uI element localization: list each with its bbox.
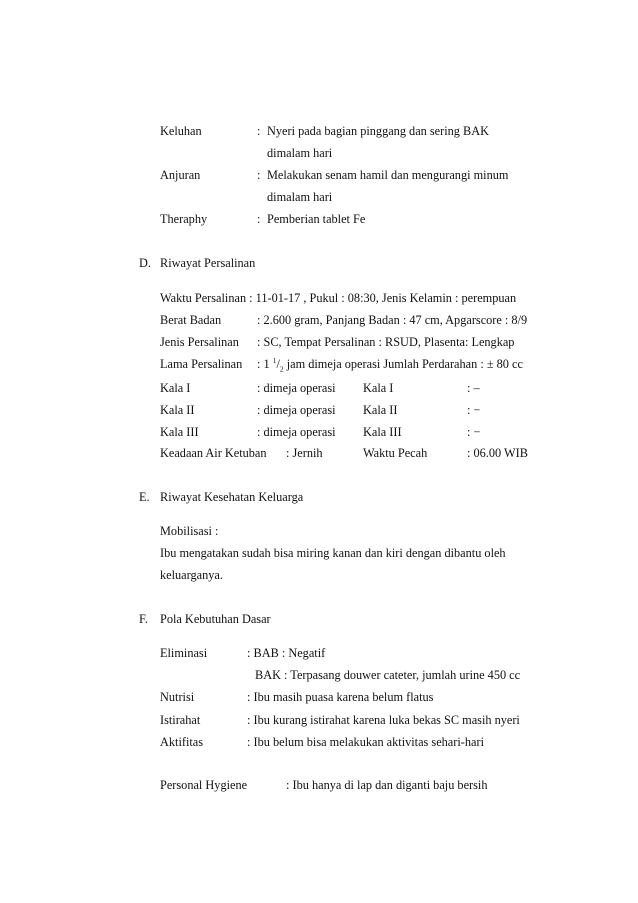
lama-persalinan-label: Lama Persalinan	[160, 357, 243, 371]
kala-2-value-2: : −	[467, 403, 481, 417]
keluhan-colon: :	[257, 124, 261, 138]
keadaan-air-ketuban-label: Keadaan Air Ketuban	[160, 446, 267, 460]
theraphy-label: Theraphy	[160, 212, 208, 226]
keluhan-value-line1: Nyeri pada bagian pinggang dan sering BAK	[267, 124, 489, 138]
section-d-title: Riwayat Persalinan	[160, 256, 256, 270]
anjuran-colon: :	[257, 168, 261, 182]
kala-2-label-2: Kala II	[363, 403, 398, 417]
kala-1-label: Kala I	[160, 381, 191, 395]
jenis-persalinan-value: : SC, Tempat Persalinan : RSUD, Plasenta: Lengkap	[257, 335, 515, 349]
anjuran-label: Anjuran	[160, 168, 201, 182]
nutrisi-value: : Ibu masih puasa karena belum flatus	[247, 690, 434, 704]
mobilisasi-line2: keluarganya.	[160, 568, 223, 582]
jenis-persalinan-label: Jenis Persalinan	[160, 335, 239, 349]
kala-3-label: Kala III	[160, 425, 199, 439]
theraphy-value: Pemberian tablet Fe	[267, 212, 366, 226]
lama-prefix: : 1	[257, 357, 273, 371]
lama-persalinan-value	[257, 355, 523, 374]
aktifitas-value: : Ibu belum bisa melakukan aktivitas sehari-hari	[247, 735, 484, 749]
istirahat-label: Istirahat	[160, 713, 201, 727]
theraphy-colon: :	[257, 212, 261, 226]
keluhan-value-line2: dimalam hari	[267, 146, 333, 160]
waktu-pecah-value: : 06.00 WIB	[467, 446, 528, 460]
kala-3-value-2: : −	[467, 425, 481, 439]
waktu-persalinan-row: Waktu Persalinan : 11-01-17 , Pukul : 08:30, Jenis Kelamin : perempuan	[160, 291, 517, 305]
kala-3-label-2: Kala III	[363, 425, 402, 439]
lama-fraction-slash: /	[276, 357, 280, 371]
anjuran-value-line1: Melakukan senam hamil dan mengurangi minum	[267, 168, 509, 182]
waktu-pecah-label: Waktu Pecah	[363, 446, 428, 460]
berat-badan-label: Berat Badan	[160, 313, 222, 327]
personal-hygiene-value: : Ibu hanya di lap dan diganti baju bersih	[286, 778, 488, 792]
aktifitas-label: Aktifitas	[160, 735, 204, 749]
keluhan-label: Keluhan	[160, 124, 202, 138]
section-e-title: Riwayat Kesehatan Keluarga	[160, 490, 304, 504]
section-e-marker: E.	[139, 490, 150, 504]
nutrisi-label: Nutrisi	[160, 690, 195, 704]
mobilisasi-line1: Ibu mengatakan sudah bisa miring kanan dan kiri dengan dibantu oleh	[160, 546, 506, 560]
istirahat-value: : Ibu kurang istirahat karena luka bekas SC masih nyeri	[247, 713, 520, 727]
kala-1-label-2: Kala I	[363, 381, 394, 395]
kala-2-value: : dimeja operasi	[257, 403, 336, 417]
section-f-title: Pola Kebutuhan Dasar	[160, 612, 271, 626]
lama-suffix: jam dimeja operasi Jumlah Perdarahan : ± 80 cc	[283, 357, 523, 371]
anjuran-value-line2: dimalam hari	[267, 190, 333, 204]
lama-fraction-denominator: 2	[279, 364, 284, 374]
section-f-marker: F.	[139, 612, 148, 626]
eliminasi-bak-value: BAK : Terpasang douwer cateter, jumlah urine 450 cc	[255, 668, 521, 682]
berat-badan-value: : 2.600 gram, Panjang Badan : 47 cm, Apgarscore : 8/9	[257, 313, 528, 327]
mobilisasi-label: Mobilisasi :	[160, 524, 219, 538]
eliminasi-label: Eliminasi	[160, 646, 208, 660]
lama-fraction-numerator: 1	[272, 355, 277, 365]
kala-1-value-2: : –	[467, 381, 480, 395]
kala-2-label: Kala II	[160, 403, 195, 417]
keadaan-air-ketuban-value: : Jernih	[286, 446, 323, 460]
section-d-marker: D.	[139, 256, 151, 270]
kala-3-value: : dimeja operasi	[257, 425, 336, 439]
eliminasi-bab-value: : BAB : Negatif	[247, 646, 326, 660]
kala-1-value: : dimeja operasi	[257, 381, 336, 395]
personal-hygiene-label: Personal Hygiene	[160, 778, 248, 792]
